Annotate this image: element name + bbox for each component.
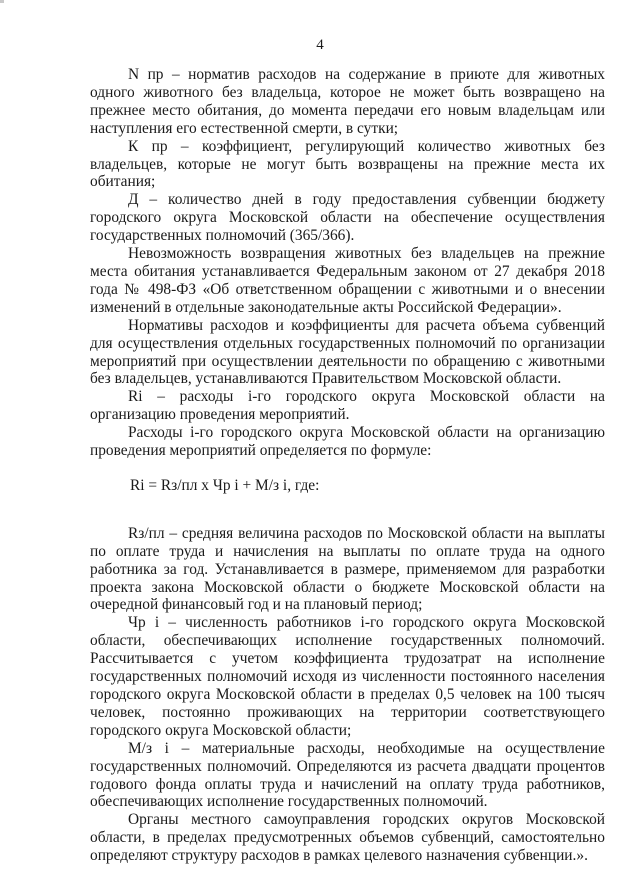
definition-mz-i: М/з i – материальные расходы, необходимые на осуществление государственных полномочий. Определяются из расчета двадцати процентов годового фонда оплаты труда и начислений на оплату труда работников, обеспечивающих исполнение государственных полномочий.: [90, 739, 605, 811]
paragraph-normatives: Нормативы расходов и коэффициенты для расчета объема субвенций для осуществления отдельных государственных полномочий по организации мероприятий при осуществлении деятельности по обращению с животными без владельцев, устанавливаются Правительством Московской области.: [90, 316, 605, 388]
paragraph-ri-definition: Ri – расходы i-го городского округа Московской области на организацию проведения мероприятий.: [90, 388, 605, 424]
paragraph-days: Д – количество дней в году предоставления субвенции бюджету городского округа Московской области на обеспечение осуществления государственных полномочий (365/366).: [90, 191, 605, 245]
definition-rz-pl: Rз/пл – средняя величина расходов по Московской области на выплаты по оплате труда и начисления на выплаты по оплате труда на одного работника за год. Устанавливается в размере, применяемом для разработки проекта закона Московской области о бюджете Московской области на очередной финансовый год и на плановый период;: [90, 524, 605, 614]
page-number: 4: [316, 37, 324, 53]
scan-artifact: [0, 0, 4, 3]
paragraph-federal-law: Невозможность возвращения животных без владельцев на прежние места обитания устанавливается Федеральным законом от 27 декабря 2018 года № 498-ФЗ «Об ответственном обращении с животными и о внесении изменений в отдельные законодательные акты Российской Федерации».: [90, 245, 605, 316]
paragraph-k-pr: К пр – коэффициент, регулирующий количество животных без владельцев, которые не могут быть возвращены на прежние места их обитания;: [90, 137, 605, 191]
formula: Ri = Rз/пл x Чр i + М/з i, где:: [130, 476, 320, 494]
document-body: [90, 66, 605, 865]
paragraph-n-pr: N пр – норматив расходов на содержание в приюте для животных одного животного без владельца, которое не может быть возвращено на прежнее место обитания, до момента передачи его новым владельцам или наступления его естественной смерти, в сутки;: [90, 66, 605, 137]
paragraph-formula-intro: Расходы i-го городского округа Московской области на организацию проведения мероприятий определяется по формуле:: [90, 424, 605, 460]
definition-chr-i: Чр i – численность работников i-го городского округа Московской области, обеспечивающих исполнение государственных полномочий. Рассчитывается с учетом коэффициента трудозатрат на исполнение государственных полномочий исходя из численности постоянного населения городского округа Московской области в пределах 0,5 человек на 100 тысяч человек, постоянно проживающих на территории соответствующего городского округа Московской области;: [90, 614, 605, 739]
paragraph-local-authorities: Органы местного самоуправления городских округов Московской области, в пределах предусмотренных объемов субвенций, самостоятельно определяют структуру расходов в рамках целевого назначения субвенции.».: [90, 811, 605, 865]
